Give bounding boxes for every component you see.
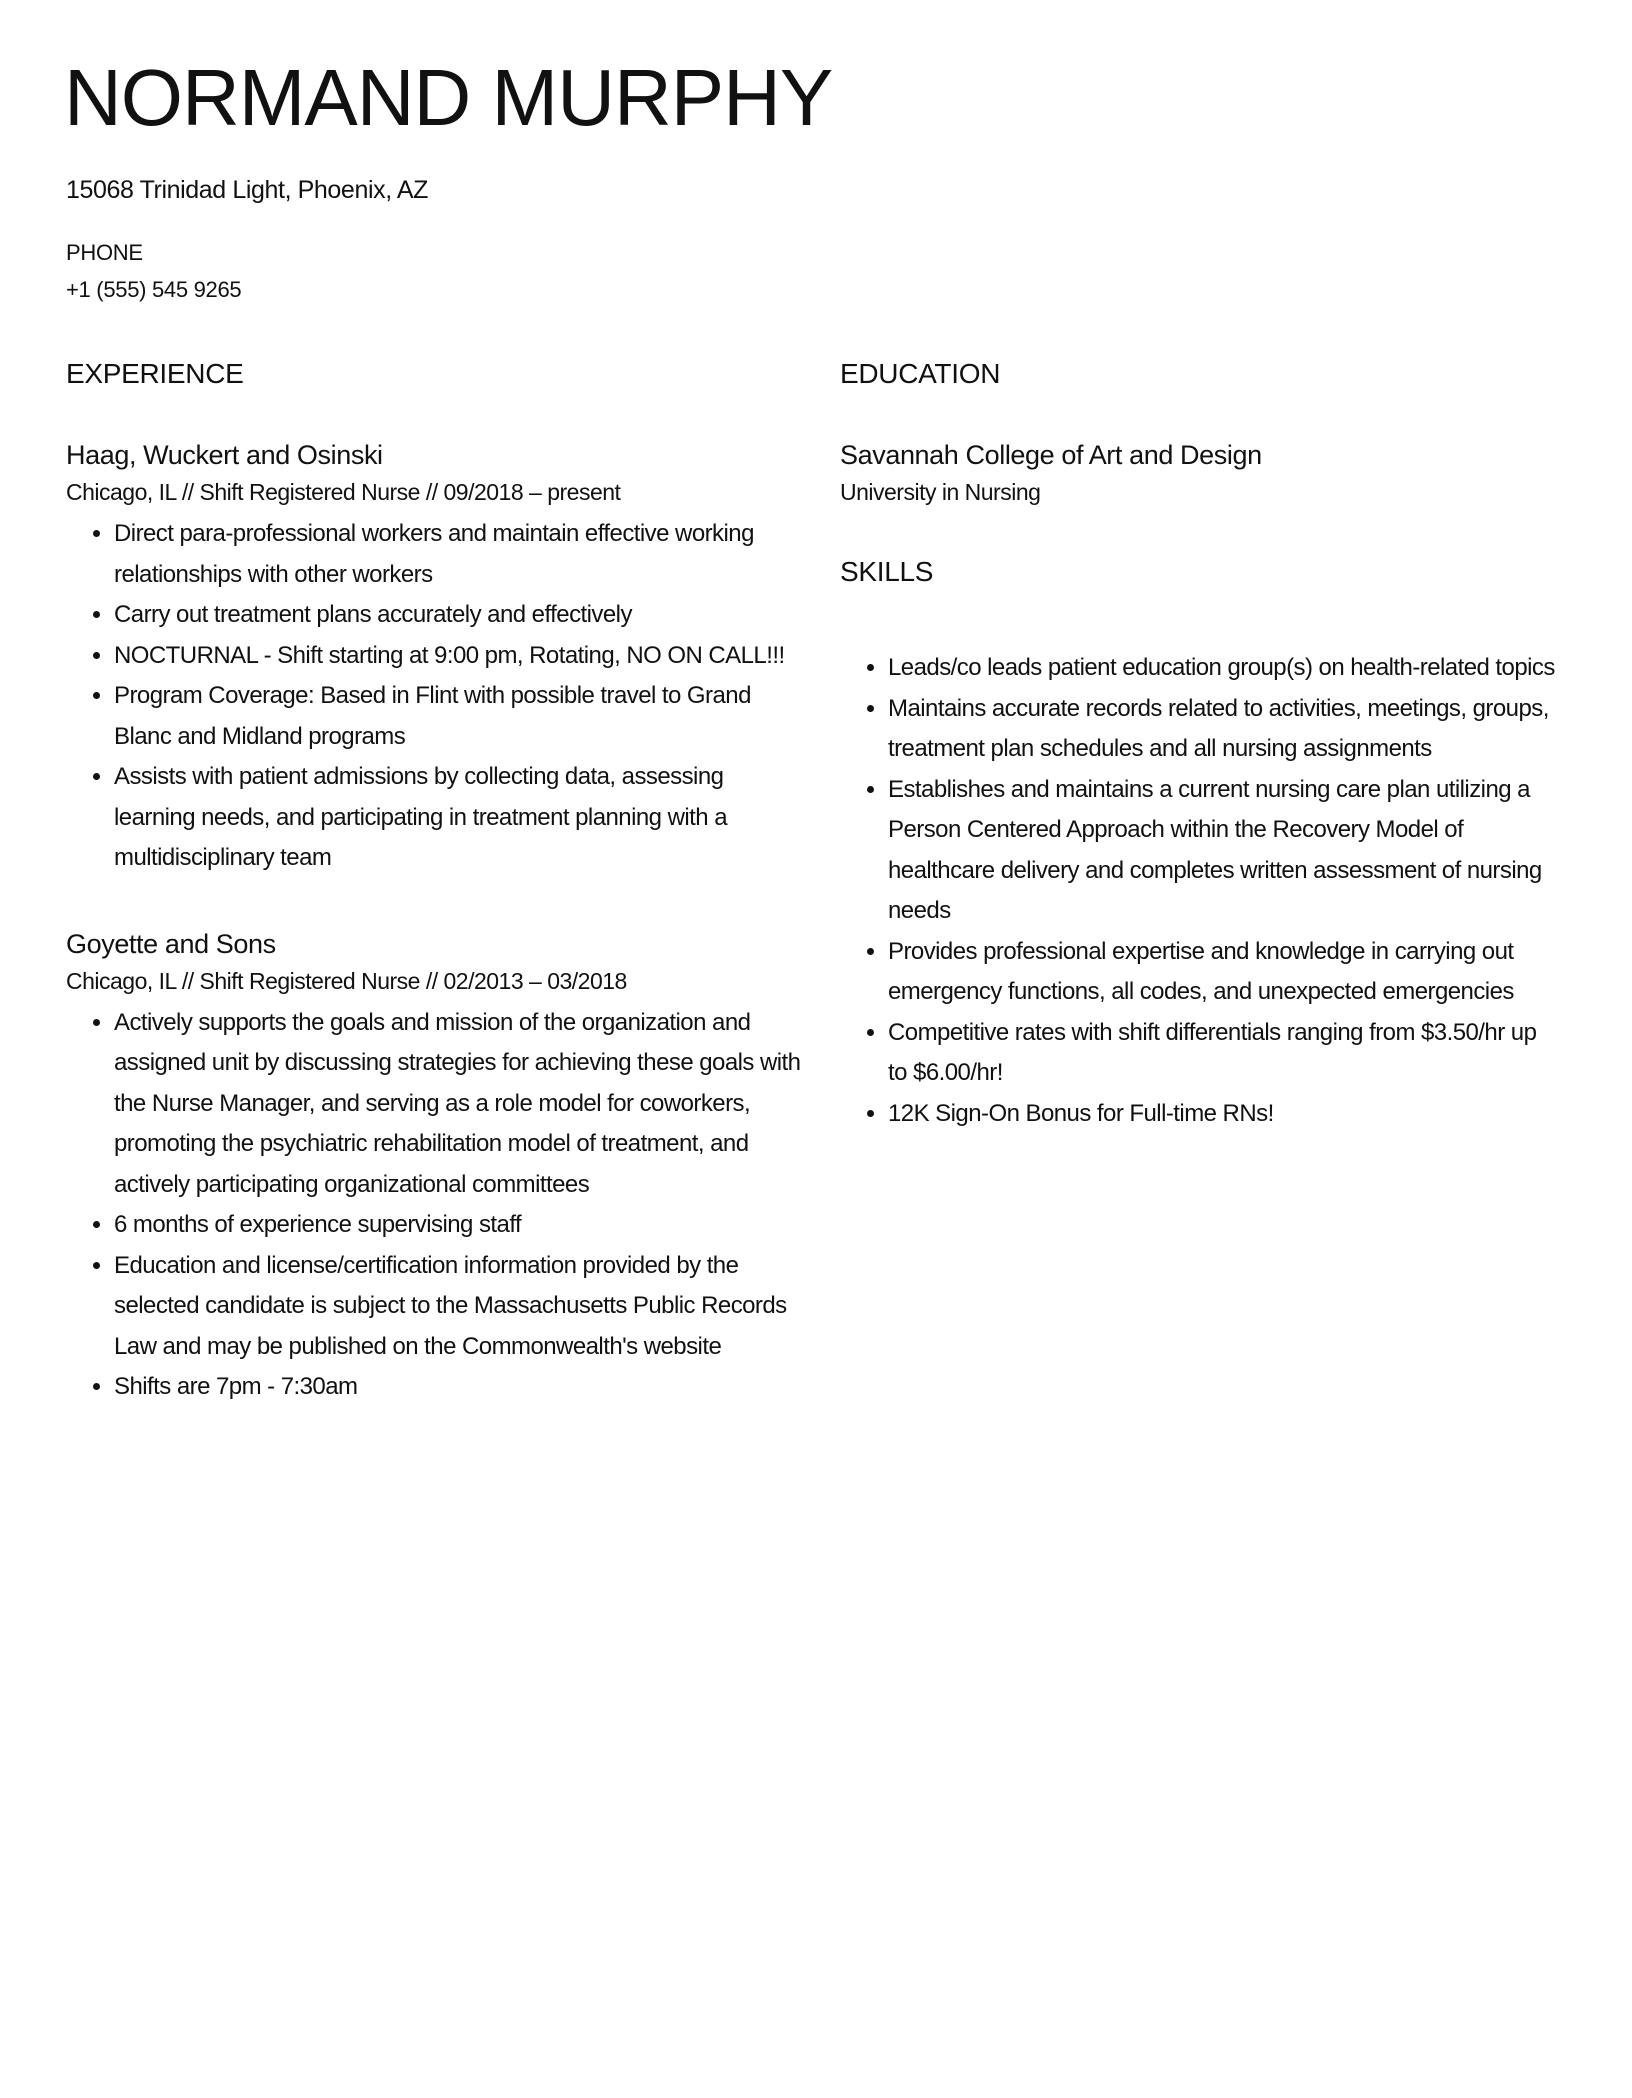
job-entry <box>66 436 806 879</box>
list-item: • Maintains accurate records related to activities, meetings, groups, treatment plan schedules and all nursing assignments <box>888 689 1560 770</box>
list-item: • NOCTURNAL - Shift starting at 9:00 pm, Rotating, NO ON CALL!!! <box>114 636 806 677</box>
list-item: • Shifts are 7pm - 7:30am <box>114 1367 806 1408</box>
list-item: • Education and license/certification information provided by the selected candidate is subject to the Massachusetts Public Records Law and may be published on the Commonwealth's website <box>114 1246 806 1368</box>
phone-label: PHONE <box>66 240 143 265</box>
list-item: • Direct para-professional workers and maintain effective working relationships with other workers <box>114 514 806 595</box>
job-bullets <box>66 1003 806 1408</box>
company-name: Haag, Wuckert and Osinski <box>66 440 383 470</box>
phone-number: +1 (555) 545 9265 <box>66 277 242 302</box>
list-item: • Leads/co leads patient education group(s) on health-related topics <box>888 648 1560 689</box>
job-entry <box>66 925 806 1408</box>
list-item: • Establishes and maintains a current nursing care plan utilizing a Person Centered Approach within the Recovery Model of healthcare delivery and completes written assessment of nursing needs <box>888 770 1560 932</box>
list-item: • 12K Sign-On Bonus for Full-time RNs! <box>888 1094 1560 1135</box>
list-item: • Program Coverage: Based in Flint with possible travel to Grand Blanc and Midland programs <box>114 676 806 757</box>
list-item: • Provides professional expertise and knowledge in carrying out emergency functions, all codes, and unexpected emergencies <box>888 932 1560 1013</box>
experience-heading: EXPERIENCE <box>66 358 244 389</box>
education-skills-section <box>840 356 1560 1134</box>
address: 15068 Trinidad Light, Phoenix, AZ <box>66 176 429 204</box>
school-name: Savannah College of Art and Design <box>840 440 1262 470</box>
list-item: • 6 months of experience supervising staff <box>114 1205 806 1246</box>
experience-section <box>66 356 806 1454</box>
degree: University in Nursing <box>840 479 1041 505</box>
job-meta: Chicago, IL // Shift Registered Nurse // 09/2018 – present <box>66 479 621 505</box>
education-heading: EDUCATION <box>840 358 1001 389</box>
job-bullets <box>66 514 806 879</box>
candidate-name: NORMAND MURPHY <box>64 53 833 142</box>
list-item: • Carry out treatment plans accurately and effectively <box>114 595 806 636</box>
job-meta: Chicago, IL // Shift Registered Nurse // 02/2013 – 03/2018 <box>66 967 627 994</box>
company-name: Goyette and Sons <box>66 928 276 959</box>
list-item: • Competitive rates with shift differentials ranging from $3.50/hr up to $6.00/hr! <box>888 1013 1560 1094</box>
list-item: • Assists with patient admissions by collecting data, assessing learning needs, and participating in treatment planning with a multidisciplinary team <box>114 757 806 879</box>
skills-heading: SKILLS <box>840 556 934 587</box>
skills-list <box>840 648 1560 1134</box>
list-item: • Actively supports the goals and mission of the organization and assigned unit by discussing strategies for achieving these goals with the Nurse Manager, and serving as a role model for coworkers, promoting the psychiatric rehabilitation model of treatment, and actively participating organizational committees <box>114 1003 806 1206</box>
